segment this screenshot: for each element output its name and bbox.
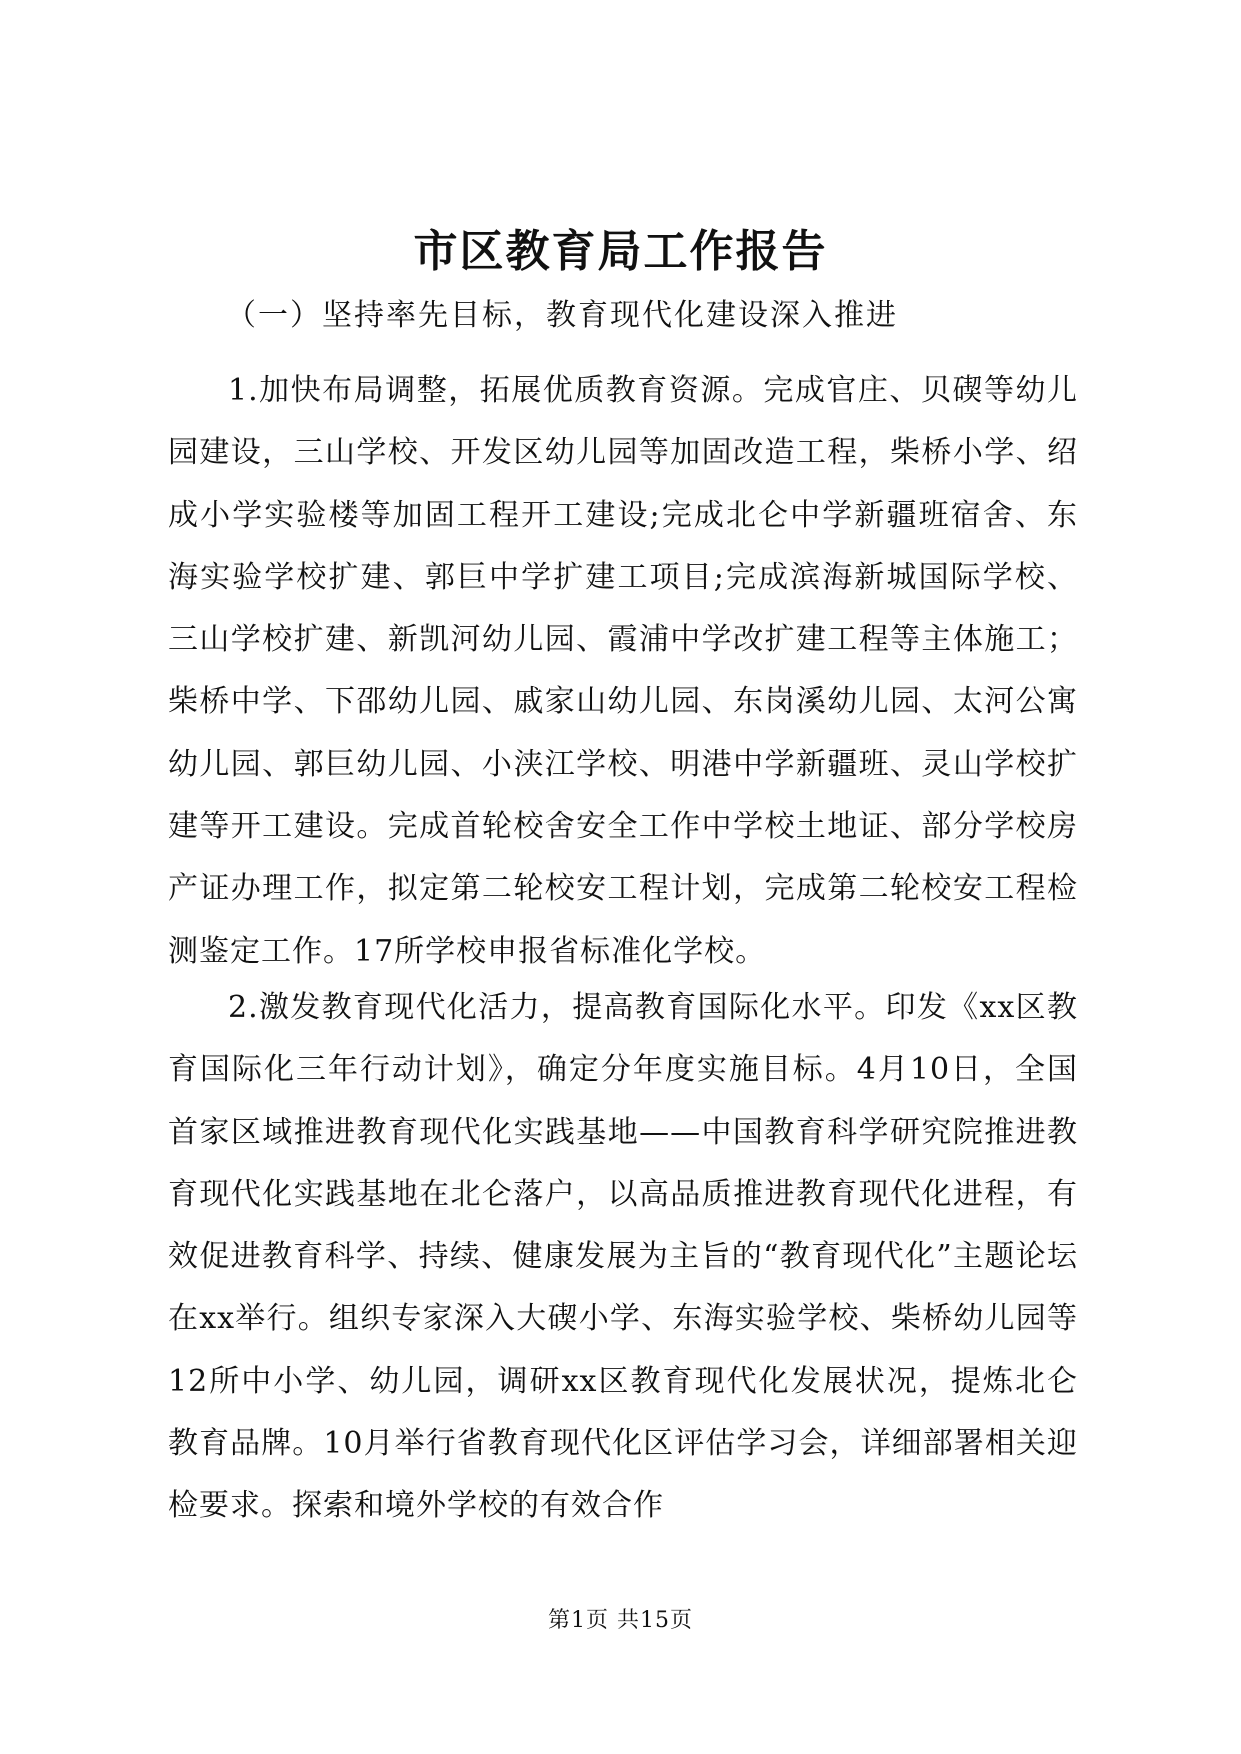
section-heading: （一）坚持率先目标，教育现代化建设深入推进 [226,298,898,333]
paragraph-1: 1.加快布局调整，拓展优质教育资源。完成官庄、贝碶等幼儿园建设，三山学校、开发区幼儿园等加固改造工程，柴桥小学、绍成小学实验楼等加固工程开工建设;完成北仑中学新疆班宿舍、东海实验学校扩建、郭巨中学扩建工项目;完成滨海新城国际学校、三山学校扩建、新凯河幼儿园、霞浦中学改扩建工程等主体施工；柴桥中学、下邵幼儿园、戚家山幼儿园、东岗溪幼儿园、太河公寓幼儿园、郭巨幼儿园、小浃江学校、明港中学新疆班、灵山学校扩建等开工建设。完成首轮校舍安全工作中学校土地证、部分学校房产证办理工作，拟定第二轮校安工程计划，完成第二轮校安工程检测鉴定工作。17所学校申报省标准化学校。 [168,373,1078,969]
paragraph-2: 2.激发教育现代化活力，提高教育国际化水平。印发《xx区教育国际化三年行动计划》，确定分年度实施目标。4月10日，全国首家区域推进教育现代化实践基地——中国教育科学研究院推进教育现代化实践基地在北仑落户，以高品质推进教育现代化进程，有效促进教育科学、持续、健康发展为主旨的“教育现代化”主题论坛在xx举行。组织专家深入大碶小学、东海实验学校、柴桥幼儿园等12所中小学、幼儿园，调研xx区教育现代化发展状况，提炼北仑教育品牌。10月举行省教育现代化区评估学习会，详细部署相关迎检要求。探索和境外学校的有效合作 [168,990,1078,1524]
page-footer: 第1页 共15页 [548,1608,693,1633]
document-title: 市区教育局工作报告 [413,226,828,277]
